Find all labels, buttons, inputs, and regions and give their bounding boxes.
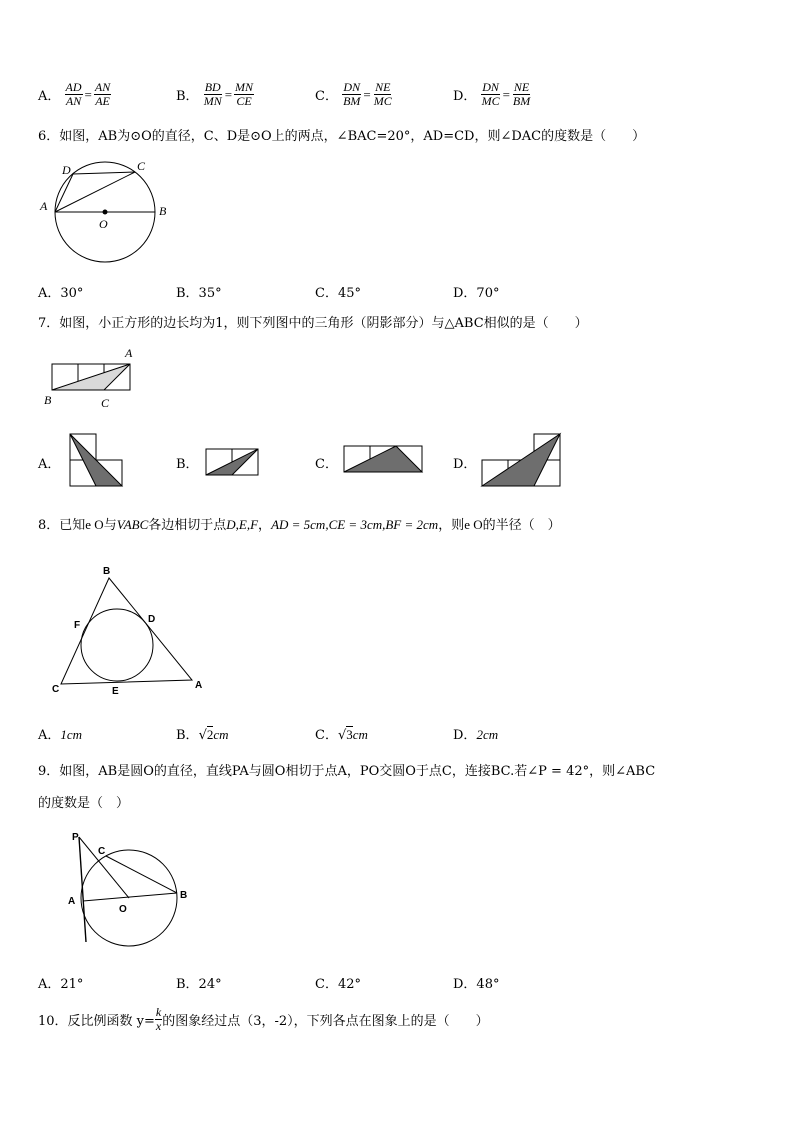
q5-option-b: B． $\frac{BD}{MN}$ = $\frac{MN}{CE}$ bbox=[176, 80, 254, 108]
q9-option-d: D．48° bbox=[453, 977, 500, 992]
q5-option-d: D． $\frac{DN}{MC}$ = $\frac{NE}{BM}$ bbox=[453, 80, 531, 108]
q6-label-c: C bbox=[137, 159, 146, 173]
q6-label-o: O bbox=[99, 217, 108, 231]
q9-label-b: B bbox=[180, 890, 188, 901]
q8-label-a: A bbox=[195, 680, 203, 691]
q9-label-c: C bbox=[98, 846, 106, 857]
q9-option-a: A．21° bbox=[38, 977, 84, 992]
q6-question-text: 6．如图，AB为⊙O的直径，C、D是⊙O上的两点，∠BAC=20°，AD=CD，则∠DAC的度数是（ ） bbox=[38, 129, 646, 144]
q7-option-c-label: C． bbox=[315, 457, 338, 472]
q9-question-line1: 9．如图，AB是圆O的直径，直线PA与圆O相切于点A，PO交圆O于点C，连接BC.若∠P = 42°，则∠ABC bbox=[38, 764, 656, 779]
q8-option-c: C．√3cm bbox=[315, 727, 368, 743]
q9-question-line2: 的度数是（ ） bbox=[38, 796, 130, 811]
q5-option-a: A． $\frac{AD}{AN}$ = $\frac{AN}{AE}$ bbox=[38, 80, 111, 108]
q10-question-text: 10．反比例函数 y= $\frac{k}{x}$ 的图象经过点（3，-2），下列各点在图象上的是（ ） bbox=[38, 1005, 489, 1033]
q9-option-c: C．42° bbox=[315, 977, 361, 992]
q7-label-b: B bbox=[44, 393, 52, 407]
q9-label-o: O bbox=[119, 904, 127, 915]
q6-label-a: A bbox=[40, 199, 48, 213]
q7-option-d-label: D． bbox=[453, 457, 477, 472]
q9-label-a: A bbox=[68, 896, 76, 907]
q9-diameter-ab bbox=[83, 893, 177, 901]
q8-label-b: B bbox=[103, 566, 111, 577]
q7-option-a-label: A． bbox=[38, 457, 61, 472]
q8-option-d: D．2cm bbox=[453, 727, 499, 743]
q10-fraction: $\frac{k}{x}$ bbox=[155, 1005, 162, 1033]
q6-option-b: B．35° bbox=[176, 286, 222, 301]
q6-label-d: D bbox=[62, 163, 71, 177]
q7-label-c: C bbox=[101, 396, 110, 410]
q8-label-d: D bbox=[148, 614, 156, 625]
q9-label-p: P bbox=[72, 832, 79, 843]
q8-label-c: C bbox=[52, 684, 60, 695]
q9-option-b: B．24° bbox=[176, 977, 222, 992]
q7-option-b-label: B． bbox=[176, 457, 199, 472]
q8-option-b: B．√2cm bbox=[176, 727, 229, 743]
q6-option-d: D．70° bbox=[453, 286, 500, 301]
q7-question-text: 7．如图，小正方形的边长均为1，则下列图中的三角形（阴影部分）与△ABC相似的是（ ） bbox=[38, 316, 588, 331]
q7-label-a: A bbox=[125, 346, 133, 360]
sqrt-icon: √ bbox=[198, 728, 207, 743]
q8-label-f: F bbox=[74, 620, 81, 631]
q5-option-c: C． $\frac{DN}{BM}$ = $\frac{NE}{MC}$ bbox=[315, 80, 392, 108]
q6-label-b: B bbox=[159, 204, 167, 218]
sqrt-icon: √ bbox=[337, 728, 347, 743]
q9-tangent-pa bbox=[79, 837, 86, 942]
q8-label-e: E bbox=[112, 686, 119, 697]
q6-option-c: C．45° bbox=[315, 286, 361, 301]
q9-line-cb bbox=[106, 856, 177, 893]
q6-option-a: A．30° bbox=[38, 286, 84, 301]
q8-option-a: A．1cm bbox=[38, 727, 83, 743]
q8-question-text: 8．已知e O与VABC各边相切于点D,E,F，AD = 5cm,CE = 3cm,BF = 2cm，则e O的半径（ ） bbox=[38, 517, 561, 533]
